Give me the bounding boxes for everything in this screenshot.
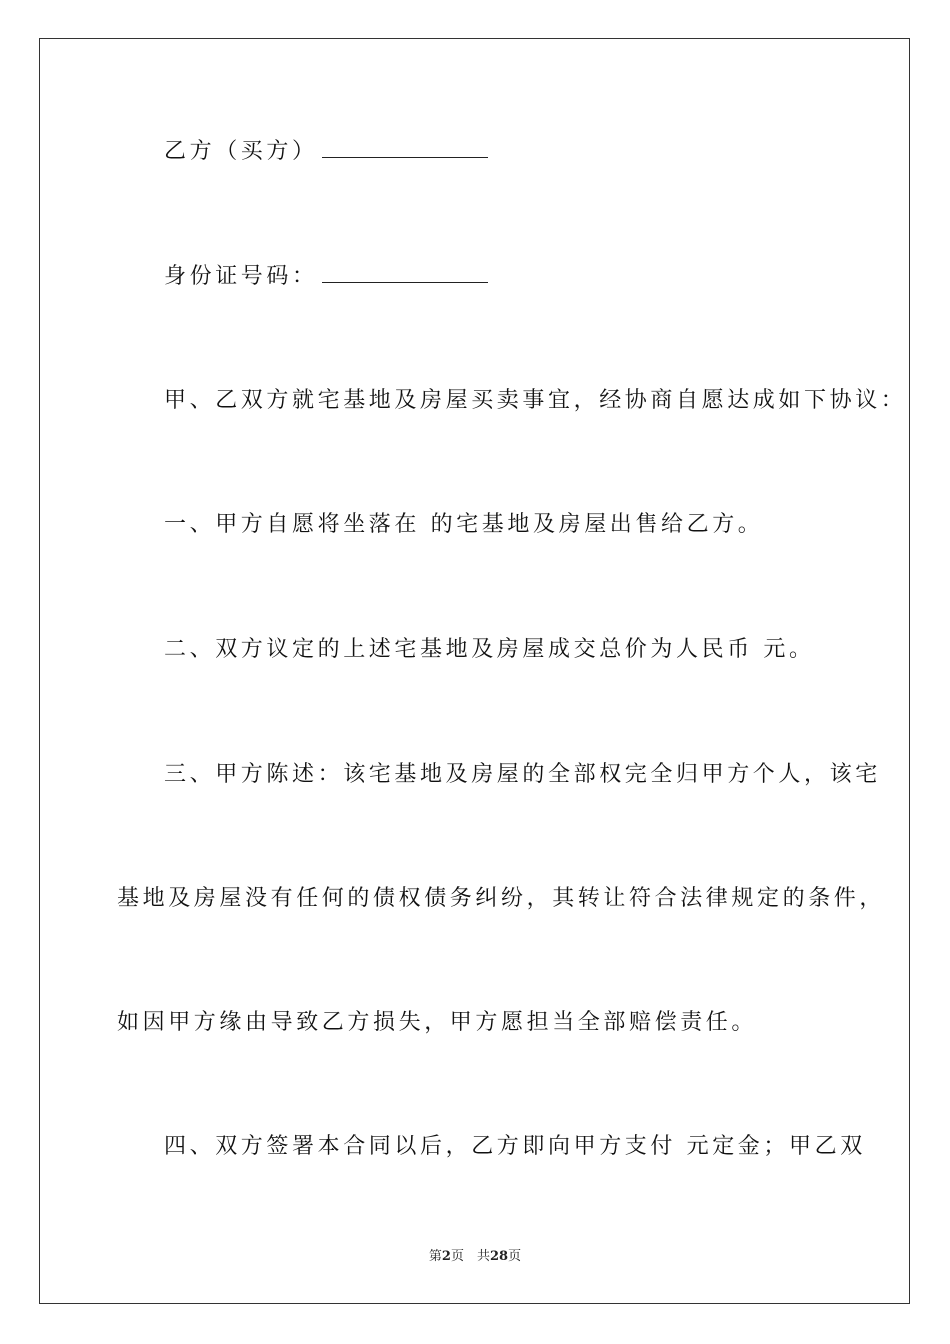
clause-two: 二、双方议定的上述宅基地及房屋成交总价为人民币 元。	[164, 637, 815, 662]
page-footer	[0, 1245, 950, 1264]
clause-three-line-1: 三、甲方陈述：该宅基地及房屋的全部权完全归甲方个人，该宅	[164, 762, 881, 787]
footer-page-number: 2	[441, 1249, 451, 1264]
buyer-line	[164, 137, 488, 167]
footer-prefix: 第	[428, 1249, 442, 1264]
footer-total-pages: 28	[489, 1249, 509, 1264]
id-number-label: 身份证号码：	[164, 264, 318, 289]
clause-one: 一、甲方自愿将坐落在 的宅基地及房屋出售给乙方。	[164, 512, 764, 537]
agreement-intro: 甲、乙双方就宅基地及房屋买卖事宜，经协商自愿达成如下协议：	[164, 388, 907, 413]
clause-four-line-1: 四、双方签署本合同以后，乙方即向甲方支付 元定金；甲乙双	[164, 1134, 866, 1159]
clause-three-line-2: 基地及房屋没有任何的债权债务纠纷，其转让符合法律规定的条件，	[117, 886, 886, 911]
buyer-label: 乙方（买方）	[164, 139, 318, 164]
clause-three-line-3: 如因甲方缘由导致乙方损失，甲方愿担当全部赔偿责任。	[117, 1010, 758, 1035]
page-border	[39, 38, 910, 1304]
id-number-line	[164, 262, 488, 292]
buyer-blank	[322, 137, 488, 158]
footer-suffix: 页	[508, 1249, 522, 1264]
id-number-blank	[322, 262, 488, 283]
footer-mid: 页 共	[450, 1249, 490, 1264]
